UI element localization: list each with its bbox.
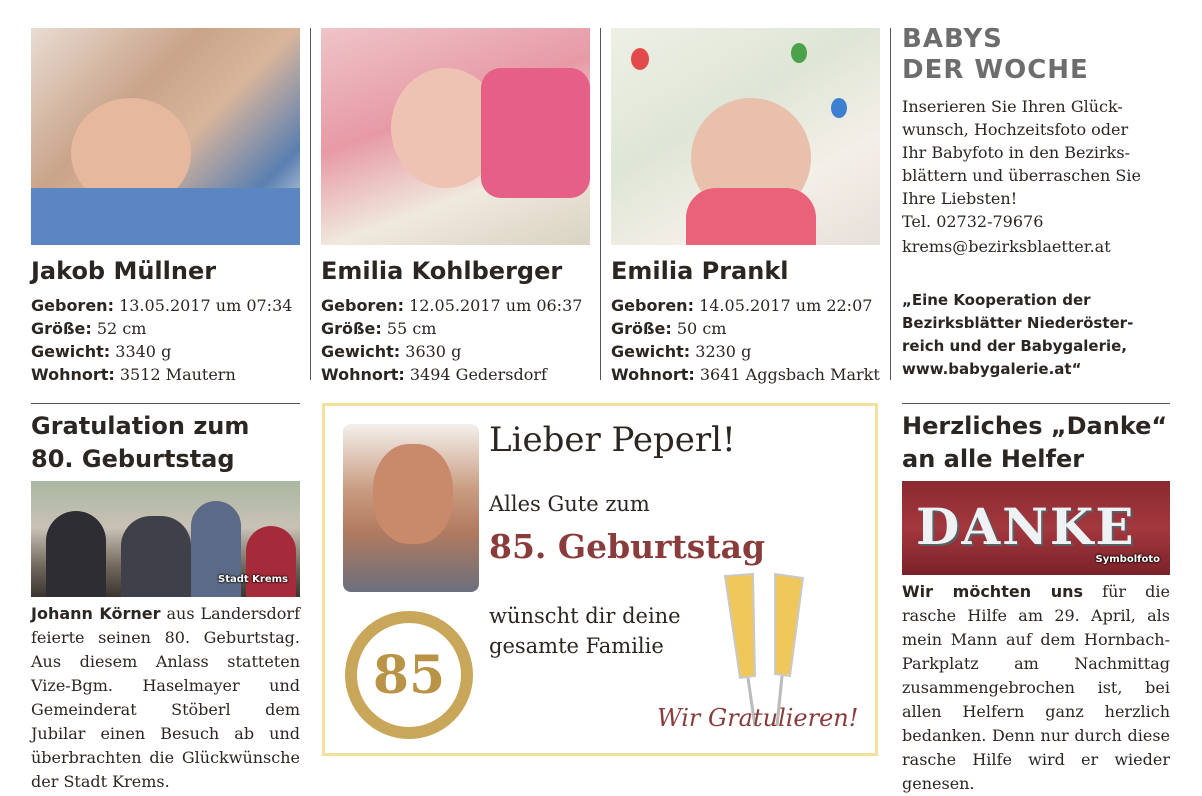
wish-line1: Alles Gute zum	[489, 492, 650, 516]
highlight-age: 85. Geburtstag	[489, 527, 766, 566]
portrait-photo	[343, 424, 479, 592]
thanks-text: Wir möchten uns für die rasche Hilfe am 29. April, als mein Mann auf dem Hornbach-Parkplatz am Nachmittag zusammengebrochen ist, bei allen Helfern ganz herzlich bedanken. Denn nur durch diese rasche Hilfe wird er wieder genesen.	[902, 582, 1170, 793]
danke-image	[902, 481, 1170, 575]
danke-word: DANKE	[916, 497, 1136, 556]
age-number: 85	[372, 644, 446, 706]
column-divider	[890, 28, 891, 380]
baby-details: Geboren: 14.05.2017 um 22:07 Größe: 50 cm Gewicht: 3230 g Wohnort: 3641 Aggsbach Markt	[611, 296, 880, 384]
birthday85-ad-frame	[322, 403, 878, 756]
photo-credit: Symbolfoto	[1095, 554, 1160, 565]
section-divider	[31, 403, 300, 404]
baby-photo-emilia-prankl	[611, 28, 880, 245]
column-divider	[310, 28, 311, 380]
baby-details: Geboren: 12.05.2017 um 06:37 Größe: 55 cm Gewicht: 3630 g Wohnort: 3494 Gedersdorf	[321, 296, 583, 384]
babys-der-woche-title: BABYS DER WOCHE	[902, 24, 1089, 85]
email-address: krems@bezirksblaetter.at	[902, 237, 1111, 256]
birthday80-headline: Gratulation zum 80. Geburtstag	[31, 412, 250, 473]
section-divider	[902, 403, 1170, 404]
baby-name: Emilia Prankl	[611, 257, 789, 285]
wish-line2: wünscht dir deine gesamte Familie	[489, 604, 681, 658]
script-congratulations: Wir Gratulieren!	[657, 704, 859, 732]
baby-details: Geboren: 13.05.2017 um 07:34 Größe: 52 cm Gewicht: 3340 g Wohnort: 3512 Mautern	[31, 296, 293, 384]
thanks-headline: Herzliches „Danke“ an alle Helfer	[902, 412, 1168, 473]
baby-name: Jakob Müllner	[31, 257, 217, 285]
birthday80-group-photo	[31, 481, 300, 597]
baby-photo-jakob	[31, 28, 300, 245]
baby-photo-emilia-kohlberger	[321, 28, 590, 245]
birthday80-text: Johann Körner aus Landersdorf feierte seinen 80. Geburtstag. Aus diesem Anlass statteten Vize-Bgm. Haselmayer und Gemeinderat Stöberl dem Jubilar einen Besuch ab und überbrachten die Glückwünsche der Stadt Krems.	[31, 604, 300, 791]
baby-name: Emilia Kohlberger	[321, 257, 563, 285]
greeting: Lieber Peperl!	[489, 420, 736, 460]
wreath-85-emblem	[345, 611, 473, 739]
cooperation-note: „Eine Kooperation der Bezirksblätter Niederöster- reich und der Babygalerie, www.babygalerie.at“	[902, 291, 1134, 378]
info-text: Inserieren Sie Ihren Glück- wunsch, Hochzeitsfoto oder Ihr Babyfoto in den Bezirks- blättern und überraschen Sie Ihre Liebsten! Tel. 02732-79676	[902, 97, 1141, 231]
photo-credit: Stadt Krems	[218, 574, 288, 585]
phone-number: Tel. 02732-79676	[902, 212, 1044, 231]
column-divider	[600, 28, 601, 380]
